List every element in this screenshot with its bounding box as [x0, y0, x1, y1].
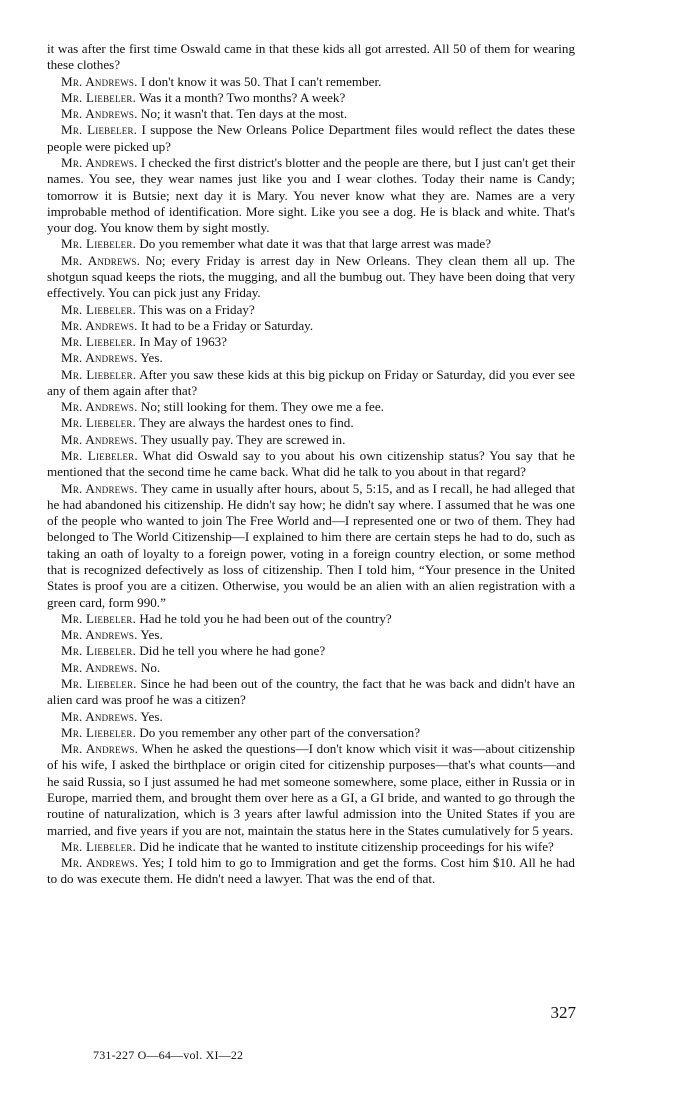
transcript-paragraph	[47, 106, 575, 122]
transcript-paragraph	[47, 122, 575, 155]
speech-text: What did Oswald say to you about his own citizenship status? You say that he mentioned that the second time he came back. What did he talk to you about in that regard?	[47, 448, 575, 480]
speech-text: Did he tell you where he had gone?	[139, 643, 326, 659]
speaker-label: Mr. Liebeler.	[61, 334, 137, 350]
speaker-label: Mr. Andrews.	[61, 659, 138, 675]
speech-text: They usually pay. They are screwed in.	[140, 431, 346, 447]
speech-text: Yes.	[140, 350, 163, 366]
speech-text: They came in usually after hours, about 5, 5:15, and as I recall, he had alleged that he had abandoned his citizenship. He didn't say how; he didn't say where. I assumed that he was one of the people who wanted to join The Free World and—I represented one or two of them. They had belonged to The World Citizenship—I explained to him there are certain steps he had to do, such as taking an oath of loyalty to a foreign power, voting in a foreign country election, or some method that is recognized defectively as loss of citizenship. Then I told him, “Your presence in the United States is proof you are a citizen. Otherwise, you would be an alien with an alien registration with a green card, form 990.”	[47, 480, 575, 610]
speaker-label: Mr. Andrews.	[61, 252, 141, 268]
speaker-label: Mr. Andrews.	[61, 627, 138, 643]
transcript-paragraph	[47, 334, 575, 350]
transcript-paragraph	[47, 74, 575, 90]
transcript-paragraph	[47, 839, 575, 855]
speech-text: Do you remember any other part of the conversation?	[139, 724, 421, 740]
speech-text: I don't know it was 50. That I can't remember.	[140, 73, 382, 89]
speech-text: Since he had been out of the country, the fact that he was back and didn't have an alien card was proof he was a citizen?	[47, 675, 575, 708]
speech-text: Yes.	[140, 627, 163, 643]
speaker-label: Mr. Liebeler.	[61, 724, 137, 740]
transcript-paragraph	[47, 643, 575, 659]
transcript-paragraph	[47, 318, 575, 334]
speaker-label: Mr. Andrews.	[61, 154, 138, 170]
speech-text: Yes; I told him to go to Immigration and get the forms. Cost him $10. All he had to do was execute them. He didn't need a lawyer. That was the end of that.	[47, 855, 575, 887]
speaker-label: Mr. Liebeler.	[61, 122, 138, 138]
speaker-label: Mr. Liebeler.	[61, 448, 138, 464]
speech-text: After you saw these kids at this big pickup on Friday or Saturday, did you ever see any of them again after that?	[47, 366, 575, 398]
opening-paragraph: it was after the first time Oswald came in that these kids all got arrested. All 50 of them for wearing these clothes?	[47, 41, 575, 73]
speaker-label: Mr. Andrews.	[61, 431, 138, 447]
speech-text: I suppose the New Orleans Police Department files would reflect the dates these people were picked up?	[47, 122, 575, 154]
speaker-label: Mr. Andrews.	[61, 350, 138, 366]
transcript-paragraph	[47, 415, 575, 431]
transcript-paragraph	[47, 90, 575, 106]
transcript-paragraph	[47, 253, 575, 302]
speaker-label: Mr. Andrews.	[61, 480, 138, 496]
speaker-label: Mr. Liebeler.	[61, 89, 137, 105]
speech-text: Yes.	[140, 708, 163, 724]
speaker-label: Mr. Liebeler.	[61, 610, 137, 626]
transcript-paragraph	[47, 350, 575, 366]
speaker-label: Mr. Andrews.	[61, 317, 138, 333]
transcript-paragraph	[47, 725, 575, 741]
speaker-label: Mr. Andrews.	[61, 855, 139, 871]
speaker-label: Mr. Liebeler.	[61, 366, 137, 382]
speech-text: Did he indicate that he wanted to institute citizenship proceedings for his wife?	[139, 838, 554, 854]
speaker-label: Mr. Liebeler.	[61, 643, 137, 659]
speech-text: No.	[140, 659, 161, 675]
speaker-label: Mr. Liebeler.	[61, 675, 137, 691]
speaker-label: Mr. Andrews.	[61, 741, 139, 757]
speech-text: I checked the first district's blotter and the people are there, but I just can't get their names. You see, they wear names just like you and I wear clothes. Today their name is Candy; tomorrow it is Butsie; next day it is Mary. You never know what they are. Names are a very improbable method of identification. More sight. Like you see a dog. He is black and white. That's your dog. You know them by sight mostly.	[47, 154, 575, 236]
speaker-label: Mr. Liebeler.	[61, 236, 137, 252]
transcript-paragraph	[47, 855, 575, 888]
speaker-label: Mr. Andrews.	[61, 708, 138, 724]
speech-text: This was on a Friday?	[139, 301, 255, 317]
transcript-paragraph	[47, 627, 575, 643]
transcript-paragraph	[47, 155, 575, 236]
page-number: 327	[550, 1003, 576, 1022]
speech-text: In May of 1963?	[139, 334, 227, 350]
transcript-paragraph	[47, 399, 575, 415]
transcript-paragraph	[47, 236, 575, 252]
transcript-paragraph	[47, 676, 575, 709]
transcript-paragraph	[47, 448, 575, 481]
transcript-paragraph	[47, 741, 575, 839]
speaker-label: Mr. Liebeler.	[61, 415, 137, 431]
transcript-body	[47, 41, 575, 888]
transcript-paragraph	[47, 302, 575, 318]
speech-text: Was it a month? Two months? A week?	[139, 89, 346, 105]
speech-text: Do you remember what date it was that that large arrest was made?	[139, 236, 492, 252]
speech-text: When he asked the questions—I don't know which visit it was—about citizenship of his wife, I asked the birthplace or origin cited for citizenship purposes—that's what counts—and he said Russia, so I just assumed he had met someone somewhere, some place, either in Russia or in Europe, married them, and brought them over here as a GI, a GI bride, and wanted to go through the routine of naturalization, which is 3 years after lawful admission into the United States if you are married, and five years if you are not, maintain the status here in the States cumulatively for 5 years.	[47, 741, 575, 838]
speech-text: No; it wasn't that. Ten days at the most.	[140, 106, 348, 122]
speech-text: No; still looking for them. They owe me a fee.	[140, 399, 384, 415]
transcript-paragraph	[47, 660, 575, 676]
transcript-paragraph	[47, 481, 575, 611]
speaker-label: Mr. Andrews.	[61, 106, 138, 122]
speaker-label: Mr. Liebeler.	[61, 838, 137, 854]
speech-text: It had to be a Friday or Saturday.	[140, 317, 314, 333]
speech-text: Had he told you he had been out of the country?	[139, 610, 392, 626]
speaker-label: Mr. Andrews.	[61, 73, 138, 89]
transcript-paragraph	[47, 709, 575, 725]
speaker-label: Mr. Andrews.	[61, 399, 138, 415]
speaker-label: Mr. Liebeler.	[61, 301, 137, 317]
transcript-paragraph	[47, 611, 575, 627]
print-footer-code: 731-227 O—64—vol. XI—22	[93, 1048, 244, 1062]
speech-text: No; every Friday is arrest day in New Orleans. They clean them all up. The shotgun squad keeps the riots, the mugging, and all the bumbug out. They have been doing that very effectively. You can pick just any Friday.	[47, 252, 575, 301]
transcript-paragraph	[47, 367, 575, 400]
speech-text: They are always the hardest ones to find.	[139, 415, 354, 431]
transcript-paragraph	[47, 432, 575, 448]
